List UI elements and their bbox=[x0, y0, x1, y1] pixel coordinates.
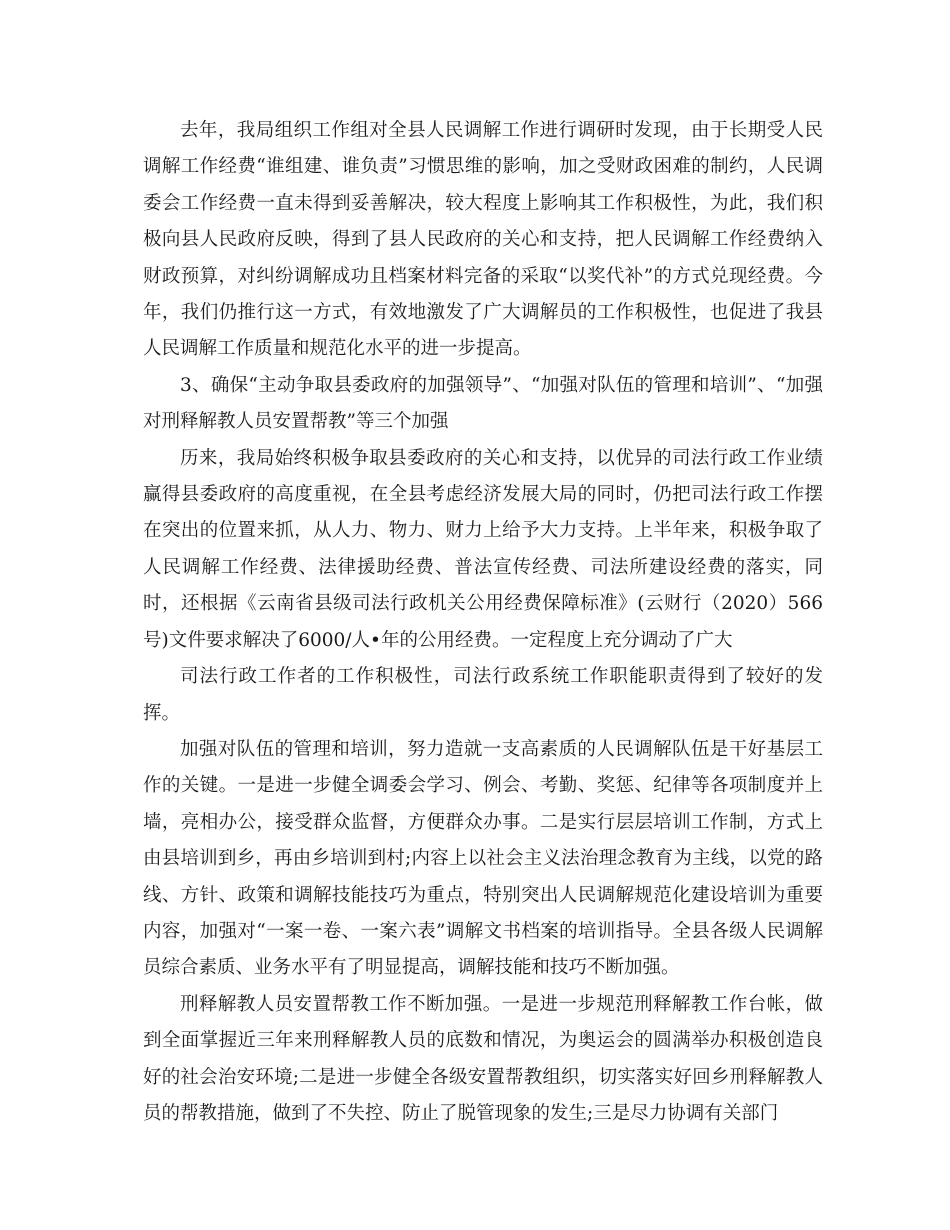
paragraph-heading-three-strengthen: 3、确保“主动争取县委政府的加强领导”、“加强对队伍的管理和培训”、“加强对刑释解教人员安置帮教”等三个加强 bbox=[143, 374, 823, 433]
paragraph-resettlement-help: 刑释解教人员安置帮教工作不断加强。一是进一步规范刑释解教工作台帐，做到全面掌握近三年来刑释解教人员的底数和情况，为奥运会的圆满举办积极创造良好的社会治安环境;二是进一步健全各级安置帮教组织，切实落实好回乡刑释解教人员的帮教措施，做到了不失控、防止了脱管现象的发生;三是尽力协调有关部门 bbox=[143, 993, 823, 1124]
paragraph-work-enthusiasm: 司法行政工作者的工作积极性，司法行政系统工作职能职责得到了较好的发挥。 bbox=[143, 666, 823, 724]
paragraph-team-training: 加强对队伍的管理和培训，努力造就一支高素质的人民调解队伍是干好基层工作的关键。一是进一步健全调委会学习、例会、考勤、奖惩、纪律等各项制度并上墙，亮相办公，接受群众监督，方便群众办事。二是实行层层培训工作制，方式上由县培训到乡，再由乡培训到村;内容上以社会主义法治理念教育为主线，以党的路线、方针、政策和调解技能技巧为重点，特别突出人民调解规范化建设培训为重要内容，加强对“一案一卷、一案六表”调解文书档案的培训指导。全县各级人民调解员综合素质、业务水平有了明显提高，调解技能和技巧不断加强。 bbox=[143, 738, 823, 979]
paragraph-funding: 去年，我局组织工作组对全县人民调解工作进行调研时发现，由于长期受人民调解工作经费“谁组建、谁负责”习惯思维的影响，加之受财政困难的制约，人民调委会工作经费一直未得到妥善解决，较大程度上影响其工作积极性，为此，我们积极向县人民政府反映，得到了县人民政府的关心和支持，把人民调解工作经费纳入财政预算，对纠纷调解成功且档案材料完备的采取“以奖代补”的方式兑现经费。今年，我们仍推行这一方式，有效地激发了广大调解员的工作积极性，也促进了我县人民调解工作质量和规范化水平的进一步提高。 bbox=[143, 120, 823, 360]
document-body bbox=[143, 113, 823, 1132]
paragraph-county-support: 历来，我局始终积极争取县委政府的关心和支持，以优异的司法行政工作业绩赢得县委政府的高度重视，在全县考虑经济发展大局的同时，仍把司法行政工作摆在突出的位置来抓，从人力、物力、财力上给予大力支持。上半年来，积极争取了人民调解工作经费、法律援助经费、普法宣传经费、司法所建设经费的落实，同时，还根据《云南省县级司法行政机关公用经费保障标准》(云财行（2020）566号)文件要求解决了6000/人•年的公用经费。一定程度上充分调动了广大 bbox=[143, 447, 823, 651]
